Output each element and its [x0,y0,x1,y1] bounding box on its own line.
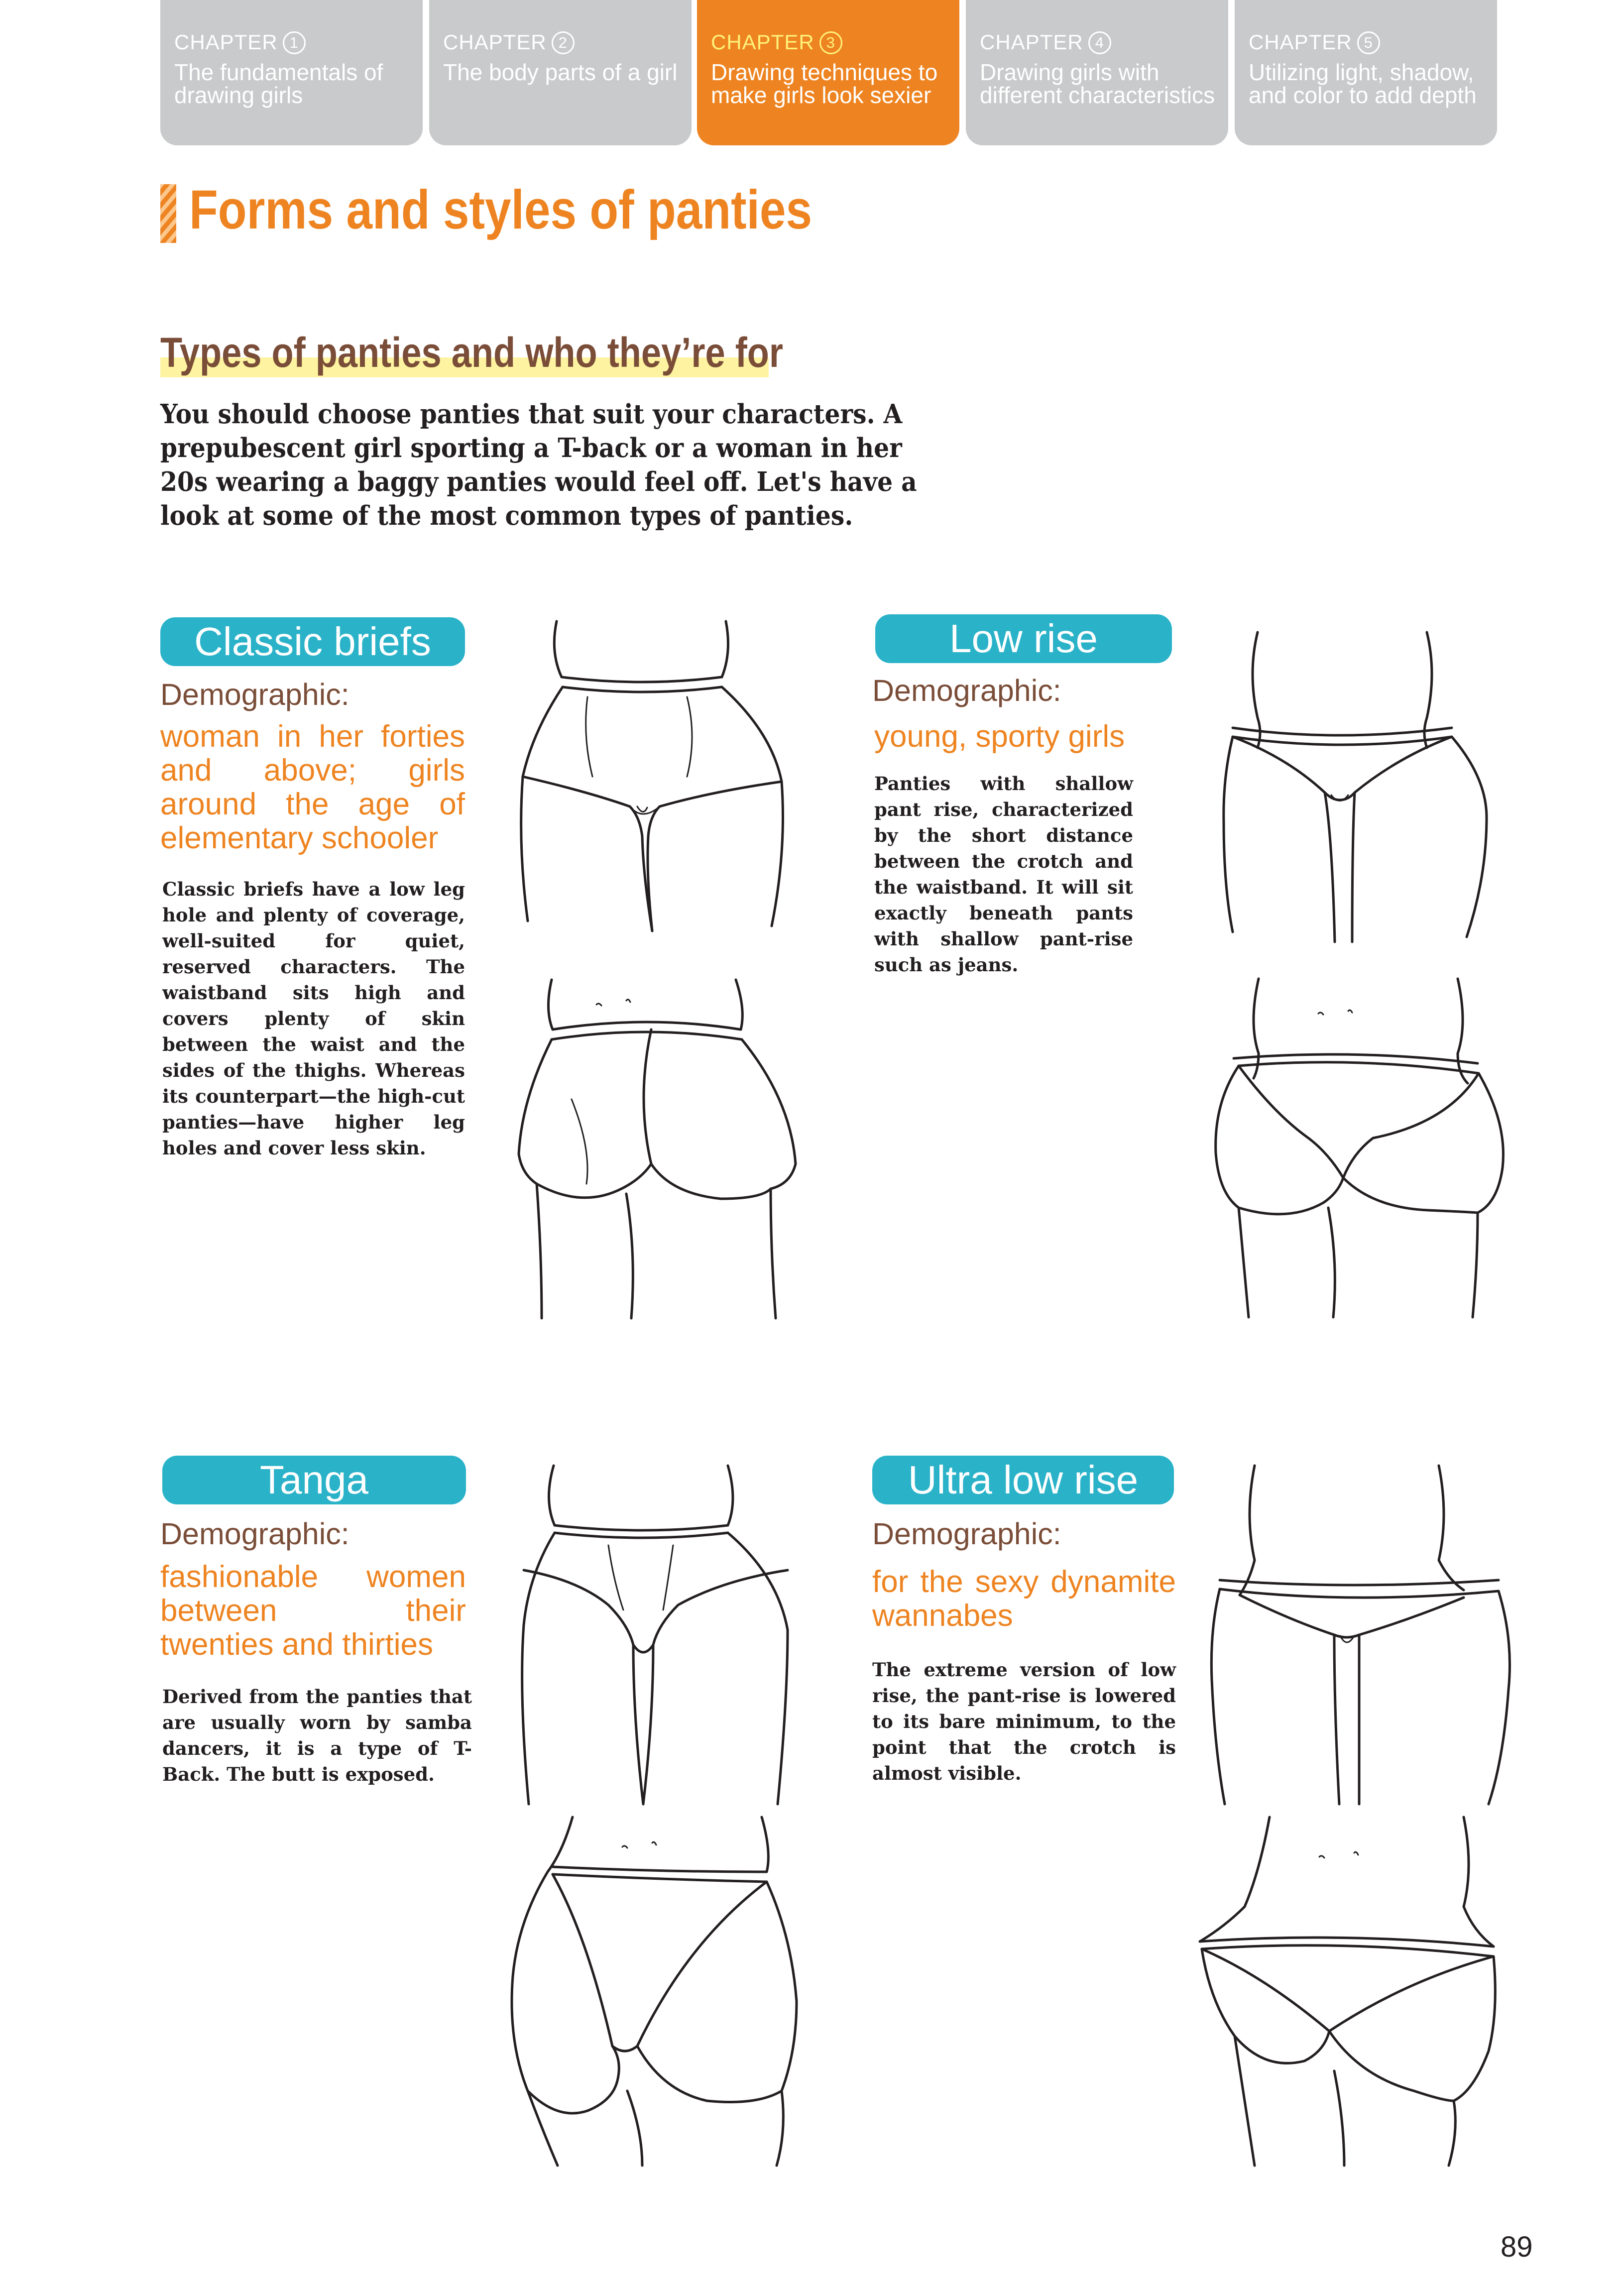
page-number: 89 [1501,2231,1533,2263]
chapter-label: CHAPTER [711,30,814,54]
demographic-value: fashionable women between their twenties and thirties [160,1560,466,1662]
section-pill-low-rise: Low rise [875,614,1172,663]
ultra-low-rise-back-illustration [1195,1812,1523,2171]
demographic-value: young, sporty girls [874,719,1125,754]
chapter-title: The body parts of a girl [443,59,678,85]
section-pill-ultra-low-rise: Ultra low rise [872,1456,1174,1504]
chapter-tab-4[interactable] [966,0,1228,145]
chapter-tab-2[interactable] [429,0,692,145]
page-title: Forms and styles of panties [189,179,812,240]
tanga-front-illustration [509,1461,817,1809]
chapter-label: CHAPTER [1249,30,1352,54]
chapter-title: Drawing girls with different characteristics [980,59,1215,108]
chapter-tab-5[interactable] [1235,0,1497,145]
section-description: Panties with shallow pant rise, characterized by the short distance between the crotch and the waistband. It will sit exactly beneath pants with shallow pant-rise such as jeans. [874,773,1133,976]
chapter-number: 1 [283,31,306,54]
low-rise-front-illustration [1218,628,1516,947]
chapter-number: 2 [552,31,575,54]
section-pill-tanga: Tanga [162,1456,466,1504]
chapter-label: CHAPTER [443,30,547,54]
chapter-title: Utilizing light, shadow, and color to add depth [1249,59,1477,108]
low-rise-back-illustration [1209,974,1527,1322]
title-accent-bar [160,184,176,243]
chapter-title: The fundamentals of drawing girls [174,59,383,108]
chapter-tab-3[interactable] [697,0,959,145]
chapter-tab-1[interactable] [160,0,423,145]
chapter-number: 5 [1357,31,1380,54]
demographic-value: for the sexy dynamite wannabes [872,1565,1176,1633]
chapter-number: 3 [819,31,842,54]
section-description: Classic briefs have a low leg hole and plenty of coverage, well-suited for quiet, reserved characters. The waistband sits high and covers plenty of skin between the waist and the sides of the thighs. Whereas its counterpart—the high-cut panties—have higher leg holes and cover less skin. [162,878,465,1159]
demographic-value: woman in her forties and above; girls around the age of elementary schooler [160,719,465,855]
chapter-label: CHAPTER [980,30,1083,54]
demographic-label: Demographic: [872,674,1061,707]
demographic-label: Demographic: [160,1517,349,1551]
section-subtitle: Types of panties and who they’re for [160,329,784,376]
demographic-label: Demographic: [872,1517,1061,1551]
tanga-back-illustration [498,1812,816,2171]
classic-briefs-back-illustration [512,975,820,1323]
chapter-label: CHAPTER [174,30,278,54]
chapter-number: 4 [1088,31,1111,54]
ultra-low-rise-front-illustration [1210,1461,1518,1809]
section-description: Derived from the panties that are usually worn by samba dancers, it is a type of T-Back. The butt is exposed. [162,1686,472,1785]
intro-paragraph: You should choose panties that suit your characters. A prepubescent girl sporting a T-back or a woman in her 20s wearing a baggy panties would feel off. Let's have a look at some of the most common types of panties. [160,399,917,531]
classic-briefs-front-illustration [513,617,812,936]
section-pill-classic-briefs: Classic briefs [160,617,465,666]
section-description: The extreme version of low rise, the pant-rise is lowered to its bare minimum, to the point that the crotch is almost visible. [872,1659,1176,1784]
chapter-title: Drawing techniques to make girls look sexier [711,59,938,108]
demographic-label: Demographic: [160,678,349,711]
